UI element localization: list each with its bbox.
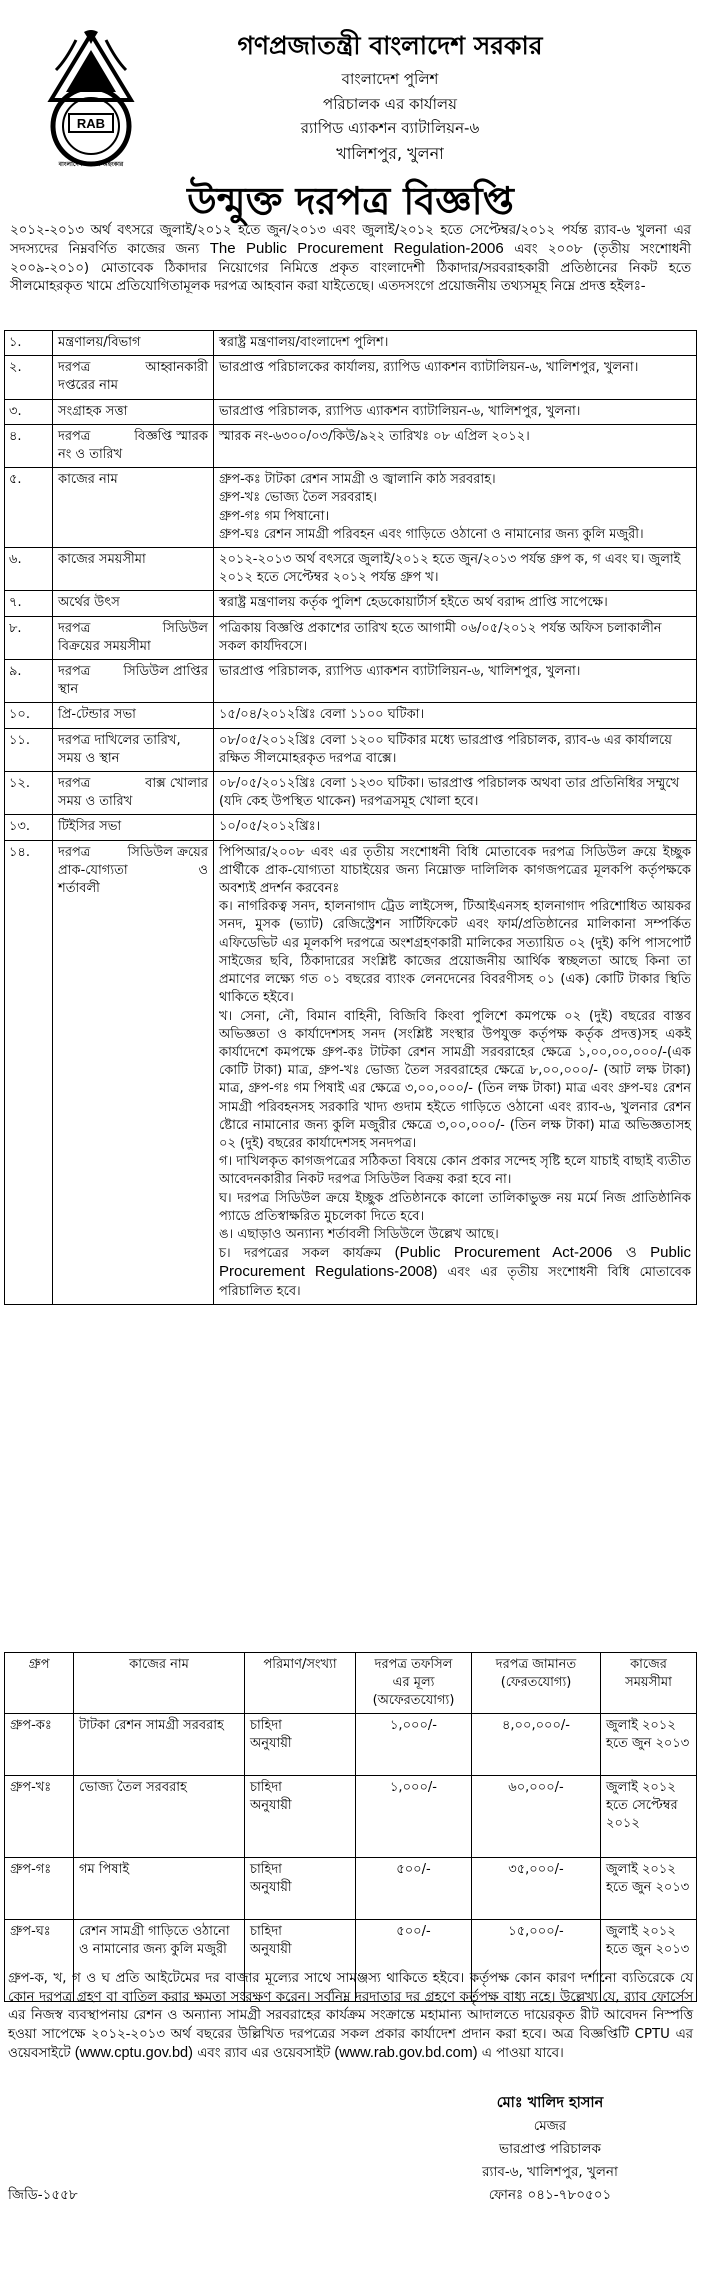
intro-text-c: এবং ২০০৮ (তৃতীয় সংশোধনী ২০০৯-২০১০) মোতাবেক ঠিকাদার নিয়োগের নিমিত্তে প্রকৃত বাংলাদেশী ঠিকাদার/সরবরাহকারী প্রতিষ্ঠানের নিকট হতে সীলমোহরকৃত খামে প্রতিযোগিতামূলক দরপত্র আহবান করা যাইতেছে। এতদসংগে প্রয়োজনীয় তথ্যসমূহ নিম্নে প্রদত্ত হইলঃ- (10, 242, 692, 295)
work-cell: টাটকা রেশন সামগ্রী সরবরাহ (74, 1714, 245, 1776)
row-label-part: সময় ও তারিখ (58, 794, 133, 810)
row-label-part: প্রাক-যোগ্যতা (58, 862, 128, 878)
rab-website-link[interactable]: (www.rab.gov.bd.com) (334, 2045, 478, 2062)
row-value (214, 468, 697, 548)
row-label-part: আহ্বানকারী (145, 360, 208, 376)
row-value: ১৫/০৪/২০১২খ্রিঃ বেলা ১১০০ ঘটিকা। (214, 703, 697, 728)
notice-title: উন্মুক্ত দরপত্র বিজ্ঞপ্তি (187, 179, 514, 223)
header-qty: পরিমাণ/সংখ্যা (245, 1653, 356, 1714)
row-label (53, 616, 214, 659)
period-cell: জুলাই ২০১২ হতে জুন ২০১৩ (601, 1858, 697, 1920)
row-number: ১১. (5, 728, 53, 771)
closing-paragraph (8, 1970, 693, 2064)
security-cell: ৩৫,০০০/- (472, 1858, 601, 1920)
qty-line: চাহিদা (250, 1718, 282, 1733)
period-cell: জুলাই ২০১২ হতে জুন ২০১৩ (601, 1920, 697, 2002)
row-label-part: সময় ও স্থান (58, 750, 120, 766)
row-number: ৪. (5, 424, 53, 467)
row-label-part: দরপত্র (58, 844, 91, 860)
row-value: ১০/০৫/২০১২খ্রিঃ। (214, 815, 697, 840)
table-row (5, 815, 697, 840)
price-cell: ৫০০/- (356, 1858, 472, 1920)
row-label: কাজের সময়সীমা (53, 548, 214, 591)
table-row (5, 660, 697, 703)
header-price-line: দরপত্র তফসিল (374, 1657, 453, 1672)
row-number: ১৩. (5, 815, 53, 840)
government-name: গণপ্রজাতন্ত্রী বাংলাদেশ সরকার (237, 31, 543, 60)
row-label-part: দরপত্র (58, 428, 91, 444)
price-cell: ১,০০০/- (356, 1714, 472, 1776)
header-price-line: (অফেরতযোগ্য) (372, 1693, 455, 1708)
condition-cha-act: (Public Procurement Act-2006 ও Public Procurement Regulations-2008) (219, 1244, 691, 1281)
row-value: ২০১২-২০১৩ অর্থ বৎসরে জুলাই/২০১২ হতে জুন/২০১৩ পর্যন্ত গ্রুপ ক, গ এবং ঘ। জুলাই ২০১২ হতে সেপ্টেম্বর ২০১২ পর্যন্ত গ্রুপ খ। (214, 548, 697, 591)
svg-text:RAB: RAB (76, 116, 106, 131)
row-number: ৯. (5, 660, 53, 703)
row-value: ভারপ্রাপ্ত পরিচালক, র‌্যাপিড এ্যাকশন ব্যাটালিয়ন-৬, খালিশপুর, খুলনা। (214, 660, 697, 703)
row-number: ১. (5, 331, 53, 356)
row-label-part: বিক্রয়ের সময়সীমা (58, 638, 151, 654)
table-row (5, 728, 697, 771)
row-label-part: দরপত্র (58, 776, 91, 792)
row-label: কাজের নাম (53, 468, 214, 548)
office-location: খালিশপুর, খুলনা (336, 144, 444, 163)
row-value: ভারপ্রাপ্ত পরিচালকের কার্যালয়, র‌্যাপিড এ্যাকশন ব্যাটালিয়ন-৬, খালিশপুর, খুলনা। (214, 356, 697, 399)
tender-info-table (4, 330, 697, 1305)
row-number: ৭. (5, 591, 53, 616)
closing-text-c: এবং র‌্যাব এর ওয়েবসাইট (197, 2046, 331, 2062)
header-security-line: দরপত্র জামানত (495, 1657, 577, 1672)
period-cell: জুলাই ২০১২ হতে জুন ২০১৩ (601, 1714, 697, 1776)
group-cell: গ্রুপ-কঃ (5, 1714, 74, 1776)
intro-text-a: ২০১২-২০১৩ অর্থ বৎসরে জুলাই/২০১২ হতে জুন/২০১৩ এবং জুলাই/২০১২ হতে সেপ্টেম্বর/২০১২ পর্যন্ত র‌্যাব-৬ খুলনা এর সদস্যদের নিম্নবর্ণিত কাজের জন্য (10, 223, 691, 258)
row-value: ০৮/০৫/২০১২খ্রিঃ বেলা ১২৩০ ঘটিকা। ভারপ্রাপ্ত পরিচালক অথবা তার প্রতিনিধির সম্মুখে (যদি কেহ উপস্থিত থাকেন) দরপত্রসমূহ খোলা হবে। (214, 772, 697, 815)
qty-cell (245, 1776, 356, 1858)
row-label-part: দরপত্র (58, 620, 91, 636)
table-row (5, 548, 697, 591)
intro-text-regulation: The Public Procurement Regulation-2006 (209, 240, 504, 258)
row-label-part: স্থান (58, 682, 79, 698)
group-cell: গ্রুপ-গঃ (5, 1858, 74, 1920)
condition-cha (219, 1244, 691, 1301)
qty-line: চাহিদা (250, 1924, 282, 1939)
group-cell: গ্রুপ-খঃ (5, 1776, 74, 1858)
row-label: সংগ্রাহক সত্তা (53, 399, 214, 424)
condition-ka: ক। নাগরিকত্ব সনদ, হালনাগাদ ট্রেড লাইসেন্স, টিআইএনসহ হালনাগাদ পরিশোধিত আয়কর সনদ, মুসক (ভ্যাট) রেজিস্ট্রেশন সার্টিফিকেট এবং ফার্ম/প্রতিষ্ঠানের মালিকানা সম্পর্কিত এফিডেভিট এর মূলকপি দরপত্রে অংশগ্রহণকারী মালিকের সত্যায়িত ০২ (দুই) কপি পাসপোর্ট সাইজের ছবি, ঠিকাদারের সংশ্লিষ্ট কাজের প্রয়োজনীয় আর্থিক স্বচ্ছলতা আছে কিনা তা প্রমাণের লক্ষ্যে গত ০১ বছরের ব্যাংক লেনদেনের বিবরণীসহ ০১ (এক) কোটি টাকার স্থিতি থাকিতে হইবে। (219, 899, 691, 1006)
closing-text-a: গ্রুপ-ক, খ, গ ও ঘ প্রতি আইটেমের দর বাজার মূল্যের সাথে সামঞ্জস্য থাকিতে হইবে। কর্তৃপক্ষ কোন কারণ দর্শানো ব্যতিরেকে যে কোন দরপত্র গ্রহণ বা বাতিল করার ক্ষমতা সংরক্ষণ করেন। সর্বনিম্ন দরদাতার দর গ্রহণে কর্তৃপক্ষ বাধ্য নহে। উল্লেখ্য যে, র‌্যাব ফোর্সেস এর নিজস্ব ব্যবস্থাপনায় রেশন ও অন্যান্য সামগ্রী সরবরাহের কার্যক্রম সংক্রান্তে মহামান্য আদালতে দায়েরকৃত রীট আবেদন নিস্পত্তি হওয়া সাপেক্ষে ২০১২-২০১৩ অর্থ বছরের উল্লিখিত দরপত্রের সকল প্রকার কার্যাদেশ প্রদান করা হবে। অত্র বিজ্ঞপ্তিটি CPTU এর ওয়েবসাইটে (8, 1971, 693, 2062)
condition-gha: ঘ। দরপত্র সিডিউল ক্রয়ে ইচ্ছুক প্রতিষ্ঠানকে কালো তালিকাভুক্ত নয় মর্মে নিজ প্রাতিষ্ঠানিক প্যাডে প্রতিস্বাক্ষরিত মুচলেকা দিতে হবে। (219, 1190, 691, 1224)
header-group: গ্রুপ (5, 1653, 74, 1714)
cptu-website-link[interactable]: (www.cptu.gov.bd) (74, 2045, 193, 2062)
organization-name: বাংলাদেশ পুলিশ (341, 70, 439, 88)
row-label (53, 772, 214, 815)
row-label (53, 660, 214, 703)
row-label-part: শর্তাবলী (58, 881, 100, 897)
condition-uma: ঙ। এছাড়াও অন্যান্য শর্তাবলী সিডিউলে উল্লেখ আছে। (219, 1226, 499, 1242)
header-work: কাজের নাম (74, 1653, 245, 1714)
row-label-part: সিডিউল (162, 620, 208, 636)
office-name: পরিচালক এর কার্যালয় (323, 95, 457, 113)
row-label-part: দরপত্র দাখিলের তারিখ, (58, 732, 181, 748)
work-cell: গম পিষাই (74, 1858, 245, 1920)
row-value: স্বরাষ্ট্র মন্ত্রণালয়/বাংলাদেশ পুলিশ। (214, 331, 697, 356)
row-label-part: সিডিউল ক্রয়ের (127, 844, 208, 860)
table-row (5, 331, 697, 356)
row-label (53, 424, 214, 467)
security-cell: ৪,০০,০০০/- (472, 1714, 601, 1776)
work-item: গ্রুপ-গঃ গম পিষানো। (219, 508, 330, 524)
qty-line: অনুযায়ী (250, 1798, 292, 1813)
row-label-part: সিডিউল প্রাপ্তির (123, 664, 208, 680)
intro-paragraph (10, 222, 691, 297)
header-price (356, 1653, 472, 1714)
row-number: ৬. (5, 548, 53, 591)
signatory-name: মোঃ খালিদ হাসান (496, 2095, 604, 2111)
security-cell: ১৫,০০০/- (472, 1920, 601, 2002)
header-security-line: (ফেরতযোগ্য) (500, 1675, 572, 1690)
price-cell: ৫০০/- (356, 1920, 472, 2002)
table-row (5, 356, 697, 399)
table-row (5, 616, 697, 659)
row-number: ১৪. (5, 840, 53, 1304)
work-cell: রেশন সামগ্রী গাড়িতে ওঠানো ও নামানোর জন্য কুলি মজুরী (74, 1920, 245, 2002)
qty-line: অনুযায়ী (250, 1880, 292, 1895)
condition-ga: গ। দাখিলকৃত কাগজপত্রের সঠিকতা বিষয়ে কোন প্রকার সন্দেহ সৃষ্টি হলে যাচাই বাছাই ব্যতীত আবেদনকারীর নিকট দরপত্র সিডিউল বিক্রয় করা হবে না। (219, 1154, 691, 1188)
row-label: মন্ত্রণালয়/বিভাগ (53, 331, 214, 356)
row-label-part: দরপত্র (58, 360, 91, 376)
row-label (53, 356, 214, 399)
svg-text:বাংলাদেশ আমার অহংকার: বাংলাদেশ আমার অহংকার (58, 161, 124, 168)
row-value: পত্রিকায় বিজ্ঞপ্তি প্রকাশের তারিখ হতে আগামী ০৬/০৫/২০১২ পর্যন্ত অফিস চলাকালীন সকল কার্যদিবসে। (214, 616, 697, 659)
row-label-part: বাক্স খোলার (145, 776, 208, 792)
row-label: অর্থের উৎস (53, 591, 214, 616)
row-label (53, 728, 214, 771)
row-label-part: ও (198, 862, 208, 878)
qty-cell (245, 1858, 356, 1920)
row-number: ১২. (5, 772, 53, 815)
table-row (5, 468, 697, 548)
work-item: গ্রুপ-ঘঃ রেশন সামগ্রী পরিবহন এবং গাড়িতে ওঠানো ও নামানোর জন্য কুলি মজুরী। (219, 526, 644, 542)
header-price-line: এর মূল্য (392, 1675, 435, 1690)
qty-line: চাহিদা (250, 1862, 282, 1877)
row-number: ৮. (5, 616, 53, 659)
row-label: প্রি-টেন্ডার সভা (53, 703, 214, 728)
period-cell: জুলাই ২০১২ হতে সেপ্টেম্বর ২০১২ (601, 1776, 697, 1858)
qty-cell (245, 1714, 356, 1776)
signatory-phone: ফোনঃ ০৪১-৭৮০৫০১ (488, 2187, 612, 2203)
row-value: ভারপ্রাপ্ত পরিচালক, র‌্যাপিড এ্যাকশন ব্যাটালিয়ন-৬, খালিশপুর, খুলনা। (214, 399, 697, 424)
work-item: গ্রুপ-কঃ টাটকা রেশন সামগ্রী ও জ্বালানি কাঠ সরবরাহ। (219, 472, 496, 488)
table-row (5, 772, 697, 815)
group-cell: গ্রুপ-ঘঃ (5, 1920, 74, 2002)
row-label-part: বিজ্ঞপ্তি স্মারক (134, 428, 208, 444)
reference-number: জিডি-১৫৫৮ (8, 2187, 78, 2203)
table-row (5, 1714, 697, 1776)
table-row (5, 399, 697, 424)
qty-line: অনুযায়ী (250, 1736, 292, 1751)
row-value: স্মারক নং-৬৩০০/০৩/কিউ/৯২২ তারিখঃ ০৮ এপ্রিল ২০১২। (214, 424, 697, 467)
row-label-part: নং ও তারিখ (58, 447, 123, 463)
row-value (214, 840, 697, 1304)
row-label-part: দরপত্র (58, 664, 91, 680)
row-number: ৫. (5, 468, 53, 548)
header-security (472, 1653, 601, 1714)
row-label-part: দপ্তরের নাম (58, 378, 118, 394)
condition-cha-a: চ। দরপত্রের সকল কার্যক্রম (219, 1246, 382, 1262)
row-number: ২. (5, 356, 53, 399)
row-value: ০৮/০৫/২০১২খ্রিঃ বেলা ১২০০ ঘটিকার মধ্যে ভারপ্রাপ্ত পরিচালক, র‌্যাব-৬ এর কার্যালয়ে রক্ষিত সীলমোহরকৃত দরপত্র বাক্সে। (214, 728, 697, 771)
row-value: স্বরাষ্ট্র মন্ত্রণালয় কর্তৃক পুলিশ হেডকোয়ার্টার্স হইতে অর্থ বরাদ্দ প্রাপ্তি সাপেক্ষে। (214, 591, 697, 616)
work-cell: ভোজ্য তৈল সরবরাহ (74, 1776, 245, 1858)
table-row (5, 703, 697, 728)
row-number: ১০. (5, 703, 53, 728)
qty-line: চাহিদা (250, 1780, 282, 1795)
row-number: ৩. (5, 399, 53, 424)
header-period (601, 1653, 697, 1714)
table-row (5, 424, 697, 467)
signatory-designation: ভারপ্রাপ্ত পরিচালক (499, 2141, 601, 2157)
condition-kha: খ। সেনা, নৌ, বিমান বাহিনী, বিজিবি কিংবা পুলিশে কমপক্ষে ০২ (দুই) বছরের বাস্তব অভিজ্ঞতা ও কার্যাদেশসহ সনদ (সংশ্লিষ্ট সংস্থার উপযুক্ত কর্তৃপক্ষ কর্তৃক প্রদত্ত)সহ একই কার্যাদেশে কমপক্ষে গ্রুপ-কঃ টাটকা রেশন সামগ্রী সরবরাহের ক্ষেত্রে ১,০০,০০,০০০/-(এক কোটি টাকা) মাত্র, গ্রুপ-খঃ ভোজ্য তৈল সরবরাহের ক্ষেত্রে ৮,০০,০০০/- (আট লক্ষ টাকা) মাত্র, গ্রুপ-গঃ গম পিষাই এর ক্ষেত্রে ৩,০০,০০০/- (তিন লক্ষ টাকা) মাত্র এবং গ্রুপ-ঘঃ রেশন সামগ্রী পরিবহনসহ সরকারি খাদ্য গুদাম হইতে গাড়িতে ওঠানো এবং র‌্যাব-৬, খুলনার রেশন ষ্টোরে নামানোর জন্য কুলি মজুরীর ক্ষেত্রে ৩,০০,০০০/- (তিন লক্ষ টাকা) মাত্র অভিজ্ঞতাসহ ০২ (দুই) বছরের কার্যাদেশসহ সনদপত্র। (219, 1008, 691, 1151)
table-row (5, 591, 697, 616)
table-row (5, 1858, 697, 1920)
header-period-line: কাজের (630, 1657, 667, 1672)
condition-intro: পিপিআর/২০০৮ এবং এর তৃতীয় সংশোধনী বিধি মোতাবেক দরপত্র সিডিউল ক্রয়ে ইচ্ছুক প্রার্থীকে প্রাক-যোগ্যতা যাচাইয়ের জন্য নিম্নোক্ত দালিলিক কাগজপত্রের মূলকপি কর্তৃপক্ষকে অবশ্যই প্রদর্শন করবেনঃ (219, 844, 691, 897)
work-item: গ্রুপ-খঃ ভোজ্য তৈল সরবরাহ। (219, 490, 377, 506)
group-table (4, 1652, 697, 2002)
group-table-header (5, 1653, 697, 1714)
table-row (5, 1776, 697, 1858)
row-label: টিইসির সভা (53, 815, 214, 840)
rab-logo-icon (36, 30, 146, 170)
closing-text-e: এ পাওয়া যাবে। (481, 2046, 564, 2062)
security-cell: ৬০,০০০/- (472, 1776, 601, 1858)
row-label (53, 840, 214, 1304)
battalion-name: র‌্যাপিড এ্যাকশন ব্যাটালিয়ন-৬ (300, 119, 480, 137)
signatory-rank: মেজর (533, 2118, 567, 2134)
condition-cha-c: এবং এর তৃতীয় সংশোধনী বিধি মোতাবেক পরিচালিত হবে। (219, 1265, 692, 1299)
header-period-line: সময়সীমা (625, 1675, 672, 1690)
table-row (5, 840, 697, 1304)
qty-line: অনুযায়ী (250, 1942, 292, 1957)
signatory-address: র‌্যাব-৬, খালিশপুর, খুলনা (482, 2164, 618, 2180)
price-cell: ১,০০০/- (356, 1776, 472, 1858)
